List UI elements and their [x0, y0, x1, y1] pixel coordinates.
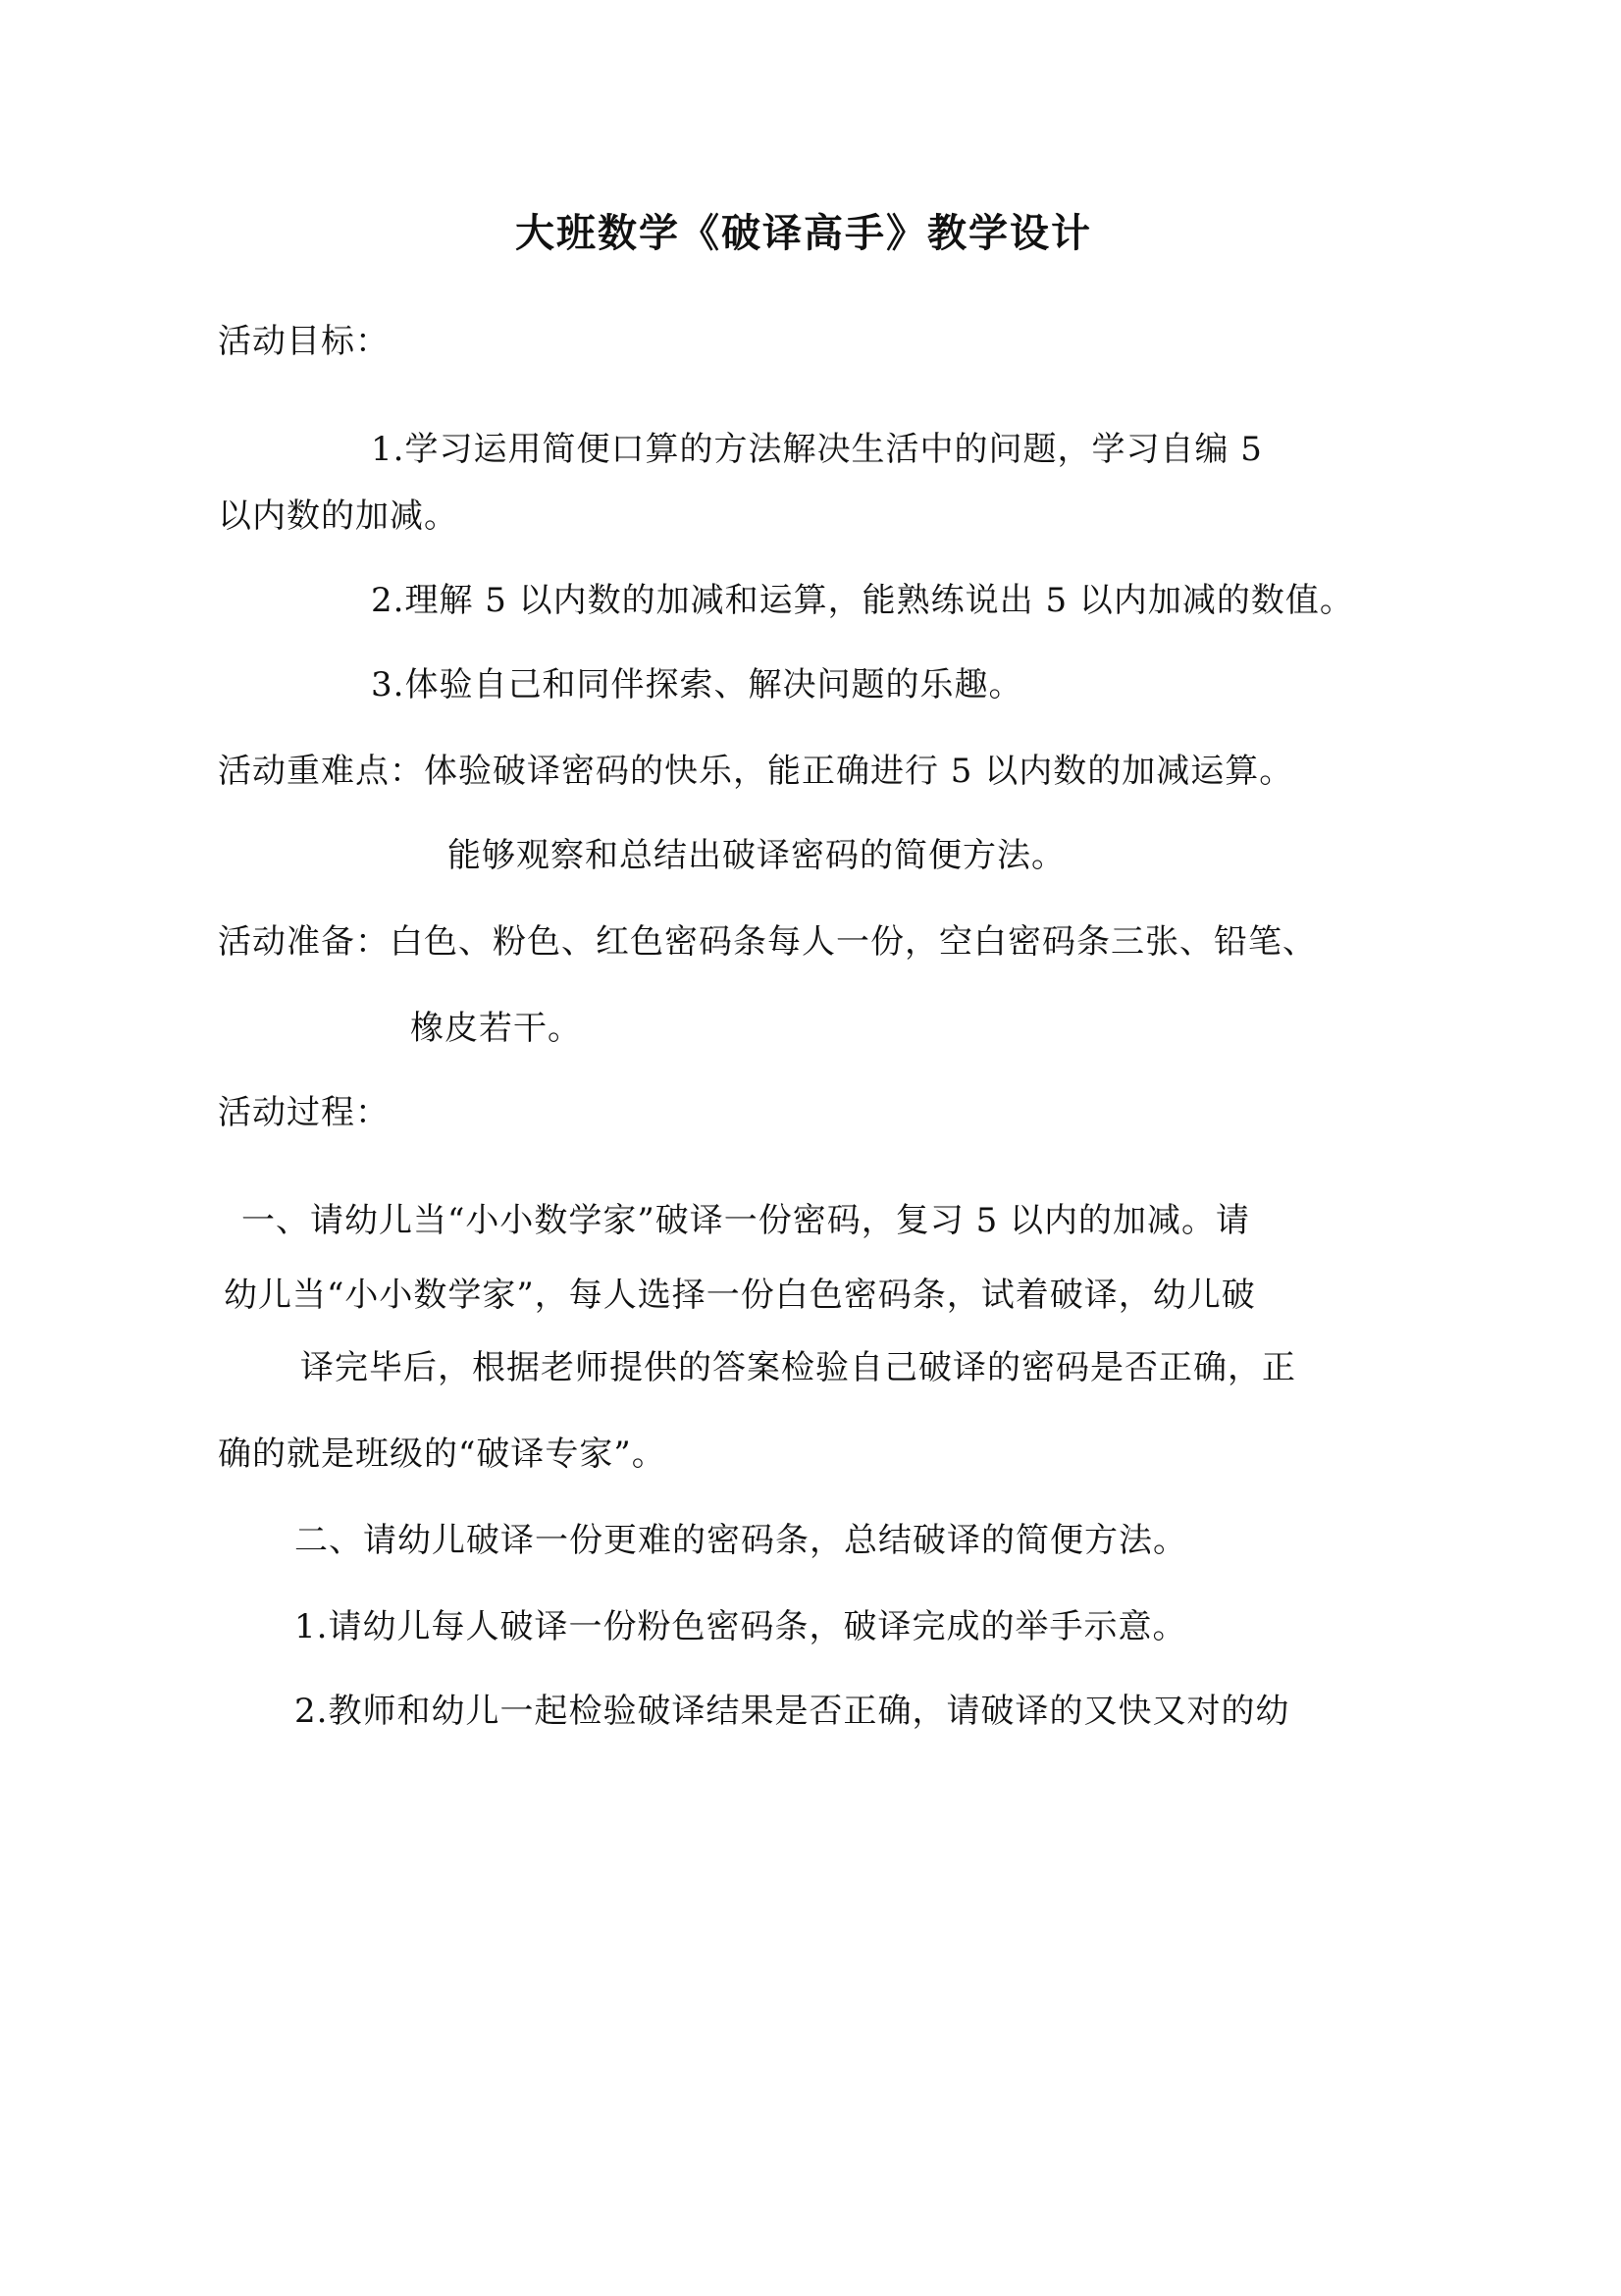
goal-2: 2.理解 5 以内数的加减和运算，能熟练说出 5 以内加减的数值。	[371, 581, 1354, 620]
key-points-line-1: 活动重难点：体验破译密码的快乐，能正确进行 5 以内数的加减运算。	[218, 752, 1294, 791]
key-points-line-2: 能够观察和总结出破译密码的简便方法。	[447, 836, 1066, 875]
step-1-line-3: 译完毕后，根据老师提供的答案检验自己破译的密码是否正确，正	[300, 1348, 1296, 1387]
step-2-item-2: 2.教师和幼儿一起检验破译结果是否正确，请破译的又快又对的幼	[294, 1692, 1290, 1731]
step-1-line-4: 确的就是班级的“破译专家”。	[218, 1435, 666, 1474]
step-2-heading: 二、请幼儿破译一份更难的密码条，总结破译的简便方法。	[294, 1521, 1187, 1560]
preparation-line-2: 橡皮若干。	[410, 1009, 582, 1048]
step-1-line-2: 幼儿当“小小数学家”，每人选择一份白色密码条，试着破译，幼儿破	[224, 1276, 1256, 1315]
document-title: 大班数学《破译高手》教学设计	[515, 210, 1092, 256]
goal-1-line-2: 以内数的加减。	[218, 496, 458, 536]
process-heading: 活动过程：	[218, 1093, 390, 1132]
goal-3: 3.体验自己和同伴探索、解决问题的乐趣。	[371, 665, 1023, 704]
goals-heading: 活动目标：	[218, 322, 390, 361]
preparation-line-1: 活动准备：白色、粉色、红色密码条每人一份，空白密码条三张、铅笔、	[218, 922, 1317, 962]
step-1-line-1: 一、请幼儿当“小小数学家”破译一份密码，复习 5 以内的加减。请	[241, 1201, 1251, 1240]
goal-1-line-1: 1.学习运用简便口算的方法解决生活中的问题，学习自编 5	[371, 430, 1263, 469]
step-2-item-1: 1.请幼儿每人破译一份粉色密码条，破译完成的举手示意。	[294, 1607, 1187, 1646]
